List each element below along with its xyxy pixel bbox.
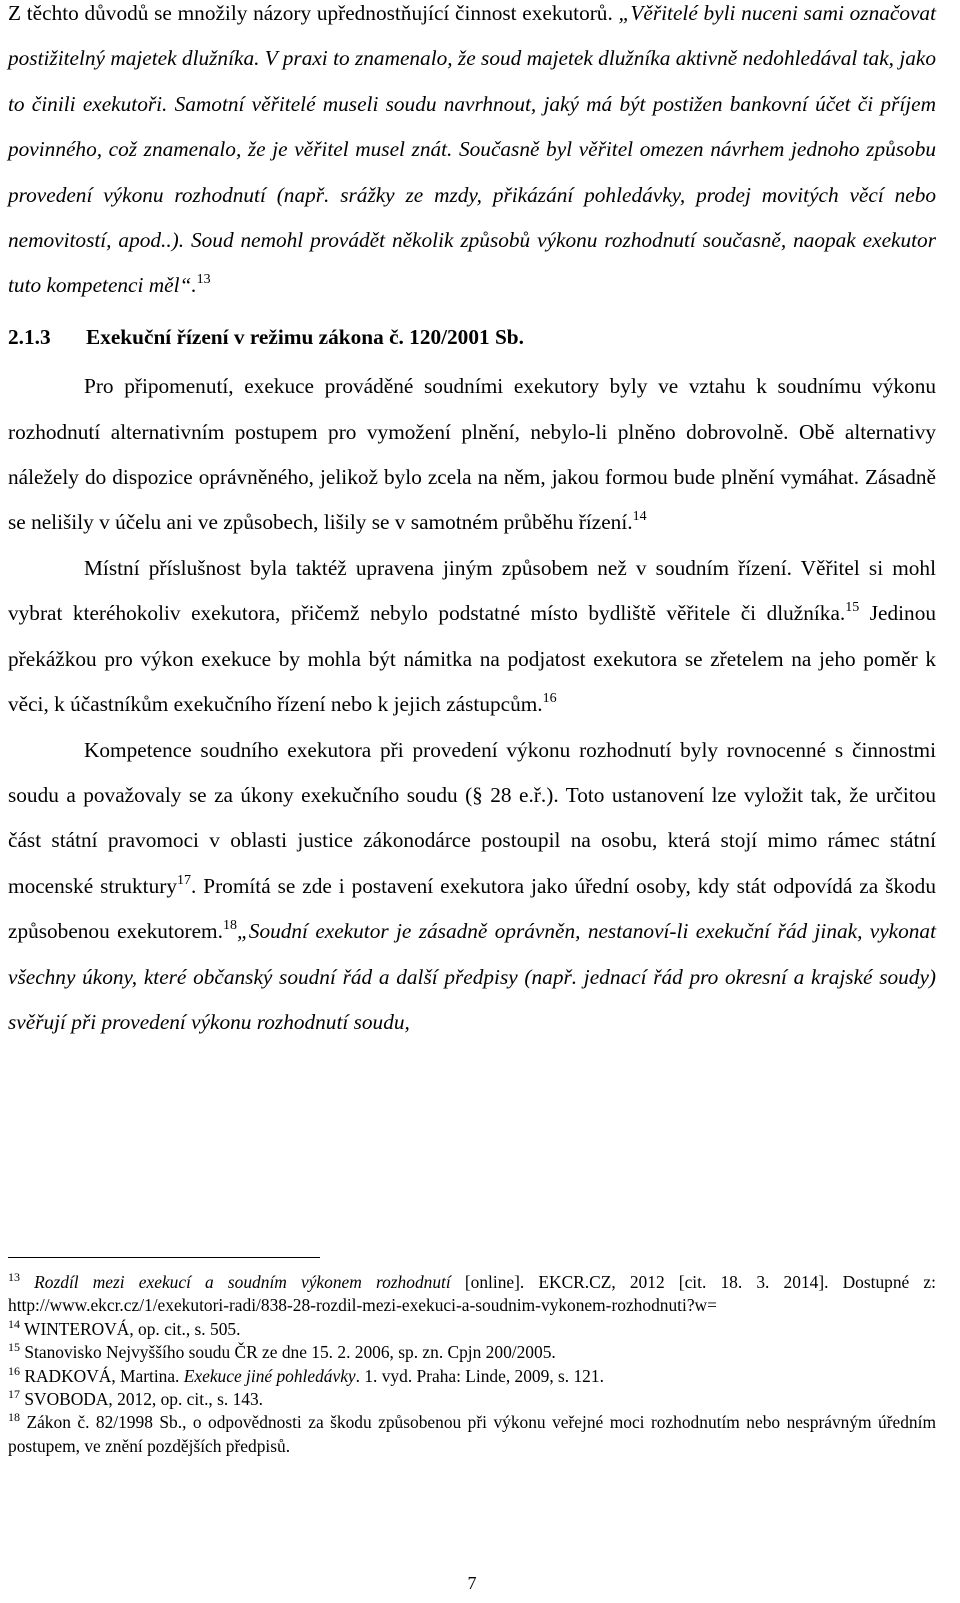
footnote-14 (8, 1318, 936, 1341)
text-run: Jedinou překážkou pro výkon exekuce by mohla být námitka na podjatost exekutora se zřetelem na jeho poměr k věci, k účastníkům exekučního řízení nebo k jejich zástupcům. (8, 601, 936, 717)
text-run: . Promítá se zde i postavení exekutora jako úřední osoby, kdy stát odpovídá za škodu způsobenou exekutorem. (8, 873, 936, 944)
text-run: SVOBODA, 2012, op. cit., s. 143. (24, 1389, 264, 1410)
text-run: WINTEROVÁ, op. cit., s. 505. (24, 1318, 241, 1339)
footnotes (8, 1271, 936, 1458)
footnote-13 (8, 1271, 936, 1318)
italic-text: Rozdíl mezi exekucí a soudním výkonem rozhodnutí (34, 1272, 451, 1292)
footnote-number: 18 (8, 1410, 20, 1425)
footnote-17 (8, 1388, 936, 1411)
text-run: Z těchto důvodů se množily názory upřednostňující činnost exekutorů. (8, 1, 619, 25)
footnote-15 (8, 1341, 936, 1364)
section-number: 2.1.3 (8, 324, 51, 349)
text-run: Stanovisko Nejvyššího soudu ČR ze dne 15. 2. 2006, sp. zn. Cpjn 200/2005. (24, 1342, 556, 1363)
text-run: Kompetence soudního exekutora při provedení výkonu rozhodnutí byly rovnocenné s činnostmi soudu a považovaly se za úkony exekučního soudu (§ 28 e.ř.). Toto ustanovení lze vyložit tak, že určitou část státní pravomoci v oblasti justice zákonodárce postoupil na osobu, která stojí mimo rámec státní mocenské struktury (8, 737, 936, 898)
paragraph-3 (8, 546, 936, 728)
text-run: Pro připomenutí, exekuce prováděné soudními exekutory byly ve vztahu k soudnímu výkonu rozhodnutí alternativním postupem pro vymožení plnění, nebylo-li plněno dobrovolně. Obě alternativy náležely do dispozice oprávněného, jelikož bylo zcela na něm, jakou formou bude plnění vymáhat. Zásadně se nelišily v účelu ani ve způsobech, lišily se v samotném průběhu řízení. (8, 374, 936, 535)
footnote-number: 14 (8, 1316, 20, 1331)
section-title: Exekuční řízení v režimu zákona č. 120/2001 Sb. (86, 324, 524, 349)
document-page (8, 0, 936, 1045)
page-number: 7 (467, 1573, 477, 1593)
footnote-number: 13 (8, 1270, 20, 1284)
paragraph-4 (8, 728, 936, 1046)
footnote-number: 16 (8, 1363, 20, 1378)
footnote-reference: 17 (176, 872, 191, 888)
text-run: . 1. vyd. Praha: Linde, 2009, s. 121. (355, 1365, 604, 1386)
section-heading (8, 315, 936, 360)
text-run: [online]. EKCR.CZ, 2012 [cit. 18. 3. 2014]. Dostupné z: http://www.ekcr.cz/1/exekutori-radi/838-28-rozdil-mezi-exekuci-a-soudnim-vykonem-rozhodnuti?w= (8, 1272, 936, 1316)
italic-text: „Soudní exekutor je zásadně oprávněn, nestanoví-li exekuční řád jinak, vykonat všechny úkony, které občanský soudní řád a další předpisy (např. jednací řád pro okresní a krajské soudy) svěřují při provedení výkonu rozhodnutí soudu, (8, 919, 936, 1034)
footnote-18 (8, 1411, 936, 1458)
text-run: Zákon č. 82/1998 Sb., o odpovědnosti za škodu způsobenou při výkonu veřejné moci rozhodnutím nebo nesprávným úředním postupem, ve znění pozdějších předpisů. (8, 1412, 936, 1456)
footnote-number: 15 (8, 1340, 20, 1355)
footnote-number: 17 (8, 1387, 20, 1402)
footnote-reference: 13 (196, 272, 211, 288)
footnote-reference: 15 (845, 600, 860, 616)
paragraph-2 (8, 364, 936, 546)
italic-text: Exekuce jiné pohledávky (183, 1365, 356, 1386)
paragraph-1 (8, 0, 936, 309)
footnote-16 (8, 1365, 936, 1388)
footnote-reference: 14 (632, 509, 647, 525)
footnote-separator (8, 1257, 320, 1258)
text-run: Místní příslušnost byla taktéž upravena jiným způsobem než v soudním řízení. Věřitel si mohl vybrat kteréhokoliv exekutora, přičemž nebylo podstatné místo bydliště věřitele či dlužníka. (8, 555, 936, 626)
italic-text: „Věřitelé byli nuceni sami označovat postižitelný majetek dlužníka. V praxi to znamenalo, že soud majetek dlužníka aktivně nedohledával tak, jako to činili exekutoři. Samotní věřitelé museli soudu navrhnout, jaký má být postižen bankovní účet či příjem povinného, což znamenalo, že je věřitel musel znát. Současně byl věřitel omezen návrhem jednoho způsobu provedení výkonu rozhodnutí (např. srážky ze mzdy, přikázání pohledávky, prodej movitých věcí nebo nemovitostí, apod..). Soud nemohl provádět několik způsobů výkonu rozhodnutí současně, naopak exekutor tuto kompetenci měl“. (8, 1, 936, 298)
text-run: RADKOVÁ, Martina. (24, 1365, 184, 1386)
footnote-reference: 18 (222, 918, 237, 934)
footnote-reference: 16 (542, 691, 557, 707)
